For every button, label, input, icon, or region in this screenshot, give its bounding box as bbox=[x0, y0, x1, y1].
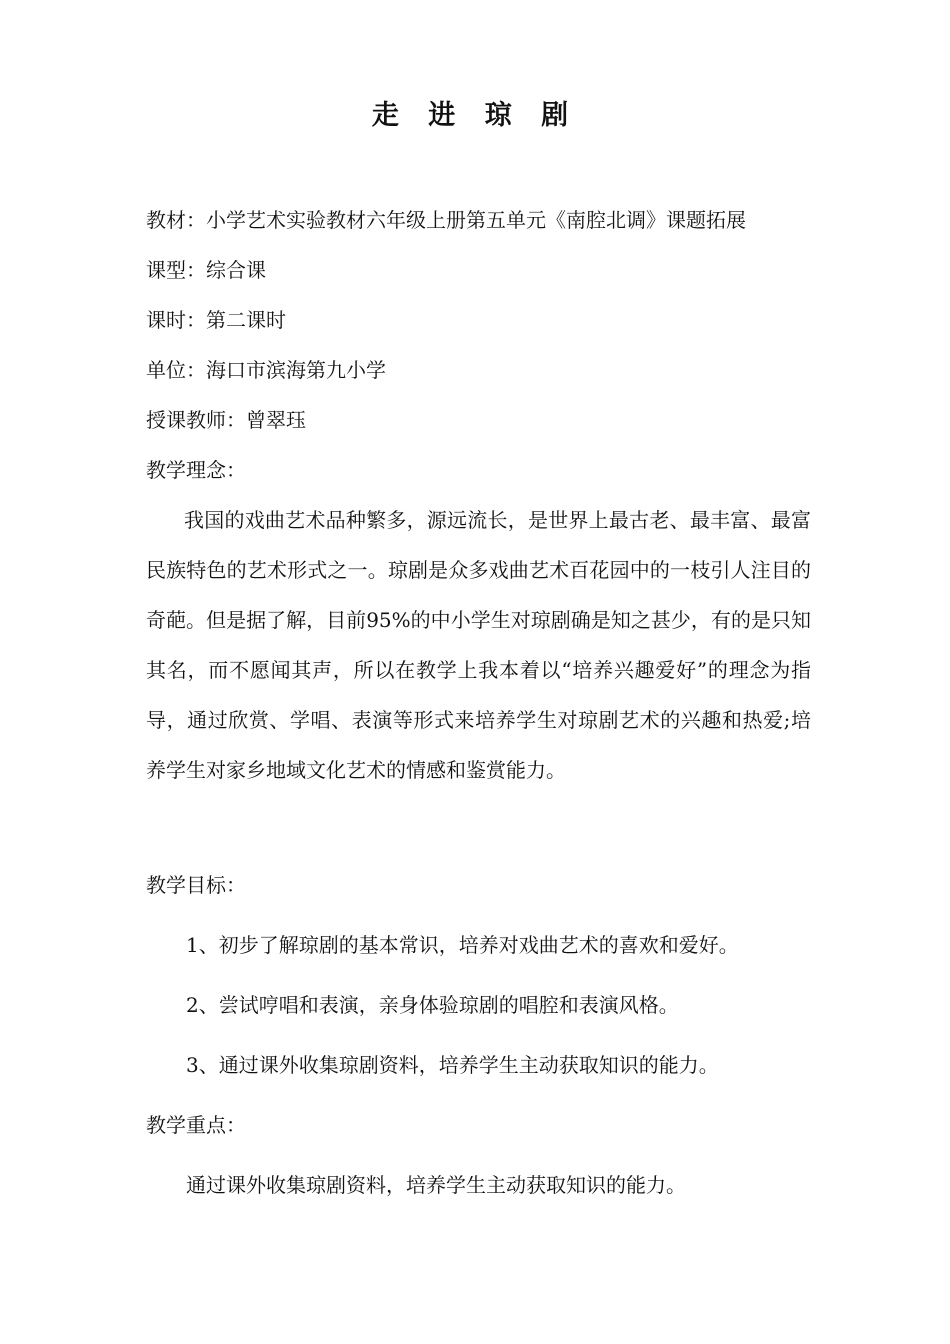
objective-item: 1、初步了解琼剧的基本常识，培养对戏曲艺术的喜欢和爱好。 bbox=[186, 933, 739, 957]
objective-item: 2、尝试哼唱和表演，亲身体验琼剧的唱腔和表演风格。 bbox=[186, 993, 679, 1017]
unit-info: 单位：海口市滨海第九小学 bbox=[146, 358, 386, 382]
course-type-info: 课型：综合课 bbox=[146, 258, 266, 282]
key-points-text: 通过课外收集琼剧资料，培养学生主动获取知识的能力。 bbox=[186, 1173, 686, 1197]
philosophy-paragraph: 我国的戏曲艺术品种繁多，源远流长，是世界上最古老、最丰富、最富民族特色的艺术形式之一。琼剧是众多戏曲艺术百花园中的一枝引人注目的奇葩。但是据了解，目前95%的中小学生对琼剧确是知之甚少，有的是只知其名，而不愿闻其声，所以在教学上我本着以“培养兴趣爱好”的理念为指导，通过欣赏、学唱、表演等形式来培养学生对琼剧艺术的兴趣和热爱;培养学生对家乡地域文化艺术的情感和鉴赏能力。 bbox=[146, 508, 811, 782]
period-info: 课时：第二课时 bbox=[146, 308, 286, 332]
objectives-heading: 教学目标： bbox=[146, 873, 246, 897]
teacher-info: 授课教师：曾翠珏 bbox=[146, 408, 306, 432]
key-points-heading: 教学重点： bbox=[146, 1113, 246, 1137]
textbook-info: 教材：小学艺术实验教材六年级上册第五单元《南腔北调》课题拓展 bbox=[146, 208, 746, 232]
document-title: 走 进 琼 剧 bbox=[371, 100, 579, 131]
philosophy-heading: 教学理念： bbox=[146, 458, 246, 482]
objective-item: 3、通过课外收集琼剧资料，培养学生主动获取知识的能力。 bbox=[186, 1053, 719, 1077]
